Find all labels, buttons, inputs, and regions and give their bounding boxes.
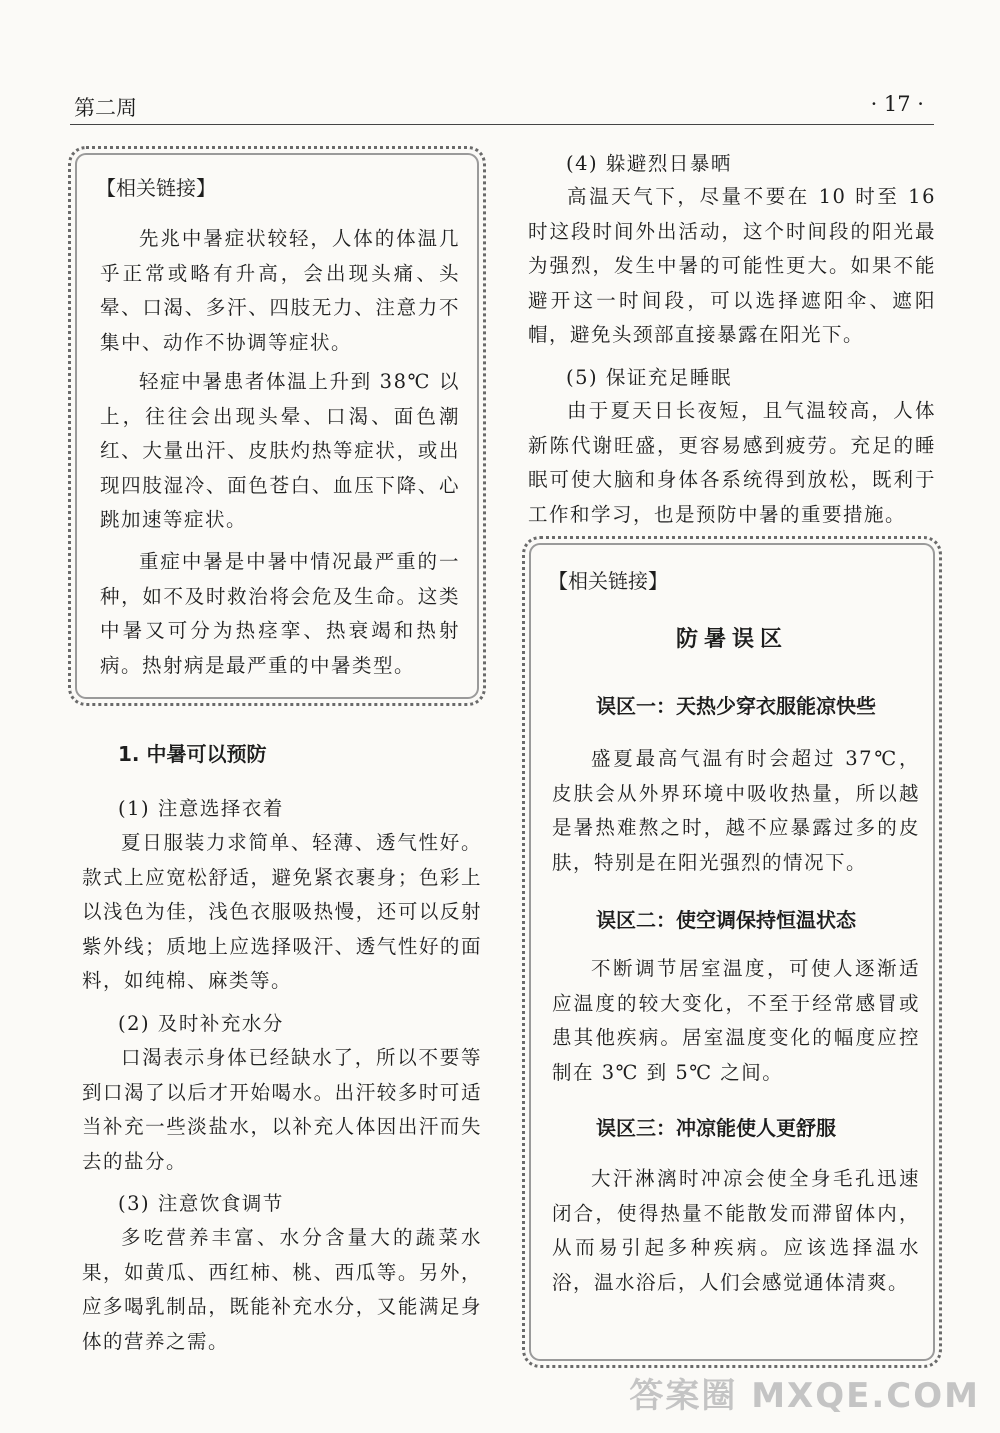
- page-number: · 17 ·: [870, 92, 924, 116]
- misconception-text: 不断调节居室温度，可使人逐渐适应温度的较大变化，不至于经常感冒或患其他疾病。居室温度变化的幅度应控制在 3℃ 到 5℃ 之间。: [552, 957, 920, 1084]
- subsection-text: 夏日服装力求简单、轻薄、透气性好。款式上应宽松舒适，避免紧衣裹身；色彩上以浅色为佳，浅色衣服吸热慢，还可以反射紫外线；质地上应选择吸汗、透气性好的面料，如纯棉、麻类等。: [82, 831, 482, 992]
- misconception-title: 误区一：天热少穿衣服能凉快些: [596, 694, 876, 718]
- subsection-text: 由于夏天日长夜短，且气温较高，人体新陈代谢旺盛，更容易感到疲劳。充足的睡眠可使大脑和身体各系统得到放松，既利于工作和学习，也是预防中暑的重要措施。: [528, 399, 936, 526]
- misconception-text: 盛夏最高气温有时会超过 37℃，皮肤会从外界环境中吸收热量，所以越是暑热难熬之时，越不应暴露过多的皮肤，特别是在阳光强烈的情况下。: [552, 747, 920, 874]
- left-box-paragraph: 重症中暑是中暑中情况最严重的一种，如不及时救治将会危及生命。这类中暑又可分为热痉挛、热衰竭和热射病。热射病是最严重的中暑类型。: [100, 550, 460, 677]
- section-heading: 1. 中暑可以预防: [118, 742, 267, 766]
- subsection-title: (4) 躲避烈日暴晒: [566, 152, 732, 175]
- misconception-title: 误区三：冲凉能使人更舒服: [596, 1116, 836, 1140]
- subsection-text: 口渴表示身体已经缺水了，所以不要等到口渴了以后才开始喝水。出汗较多时可适当补充一些淡盐水，以补充人体因出汗而失去的盐分。: [82, 1046, 482, 1173]
- subsection-title: (5) 保证充足睡眠: [566, 366, 732, 389]
- left-box-paragraph: 先兆中暑症状较轻，人体的体温几乎正常或略有升高，会出现头痛、头晕、口渴、多汗、四肢无力、注意力不集中、动作不协调等症状。: [100, 227, 460, 354]
- subsection-title: (2) 及时补充水分: [118, 1012, 284, 1035]
- header-rule: [70, 124, 934, 125]
- running-header-title: 第二周: [74, 96, 137, 120]
- subsection-text: 多吃营养丰富、水分含量大的蔬菜水果，如黄瓜、西红柿、桃、西瓜等。另外，应多喝乳制品，既能补充水分，又能满足身体的营养之需。: [82, 1226, 482, 1353]
- misconception-text: 大汗淋漓时冲凉会使全身毛孔迅速闭合，使得热量不能散发而滞留体内，从而易引起多种疾病。应该选择温水浴，温水浴后，人们会感觉通体清爽。: [552, 1167, 920, 1294]
- subsection-title: (1) 注意选择衣着: [118, 797, 284, 820]
- subsection-title: (3) 注意饮食调节: [118, 1192, 284, 1215]
- right-box-heading: 防暑误区: [676, 627, 789, 652]
- watermark: 答案圈 MXQE.COM: [629, 1376, 980, 1416]
- left-box-paragraph: 轻症中暑患者体温上升到 38℃ 以上，往往会出现头晕、口渴、面色潮红、大量出汗、皮肤灼热等症状，或出现四肢湿冷、面色苍白、血压下降、心跳加速等症状。: [100, 370, 460, 531]
- misconception-title: 误区二：使空调保持恒温状态: [596, 908, 856, 932]
- subsection-text: 高温天气下，尽量不要在 10 时至 16 时这段时间外出活动，这个时间段的阳光最为强烈，发生中暑的可能性更大。如果不能避开这一时间段，可以选择遮阳伞、遮阳帽，避免头颈部直接暴露在阳光下。: [528, 185, 936, 346]
- left-box-title: 【相关链接】: [96, 176, 216, 200]
- right-box-title: 【相关链接】: [548, 569, 668, 593]
